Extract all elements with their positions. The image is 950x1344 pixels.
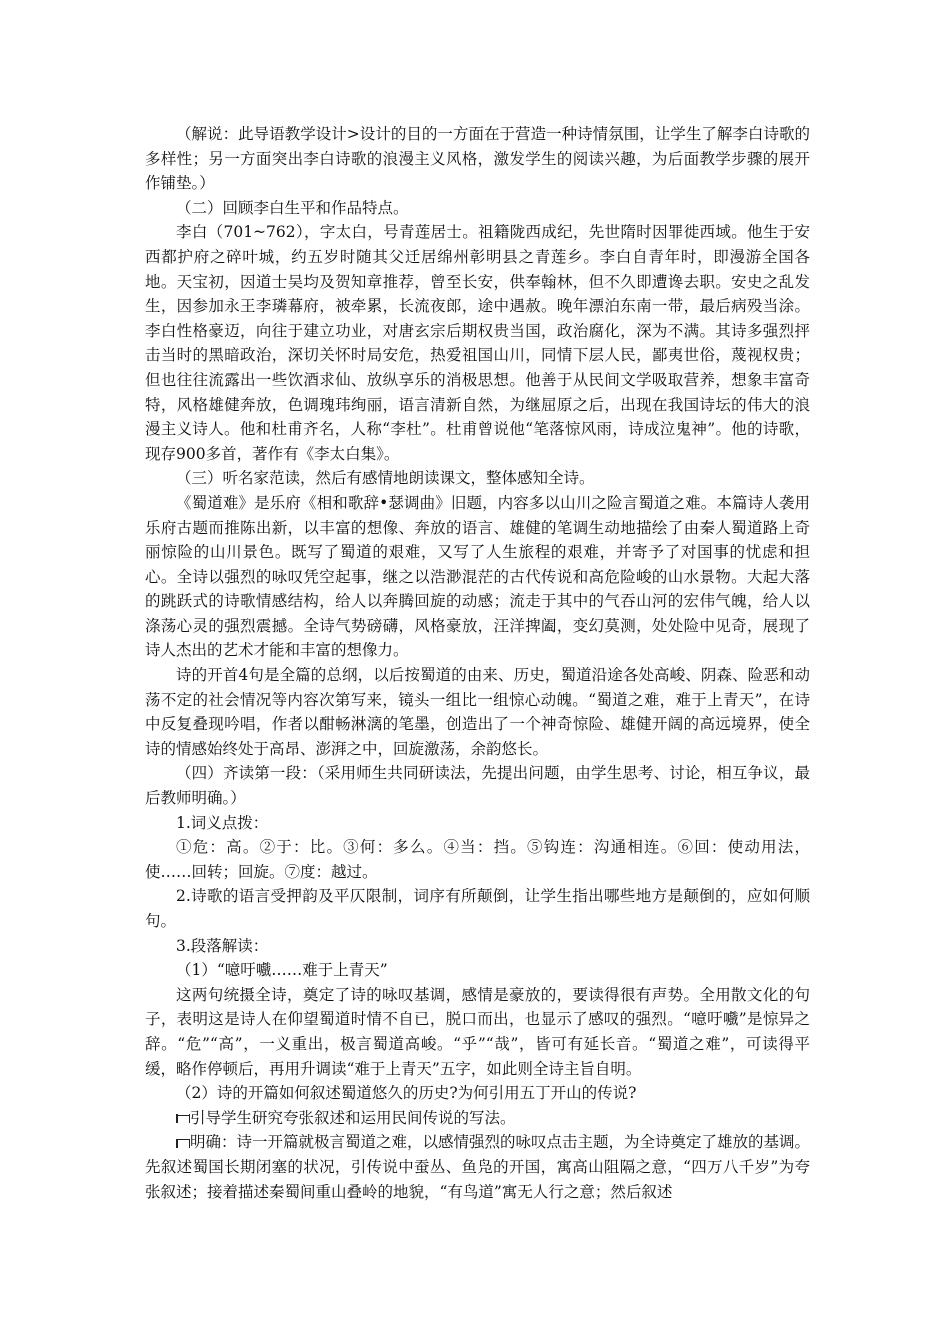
subheading-paragraph-analysis: 3.段落解读： (176, 936, 269, 955)
subheading-analysis-2: （2）诗的开篇如何叙述蜀道悠久的历史?为何引用五丁开山的传说? (176, 1084, 637, 1103)
paragraph-analysis-1: 这两句统摄全诗，奠定了诗的咏叹基调，感情是豪放的，要读得很有声势。全用散文化的句子，表明这是诗人在仰望蜀道时情不自已，脱口而出，也显示了感叹的强烈。“噫吁嚱”是惊异之辞。“危”“高”，一义重出，极言蜀道高峻。“乎”“哉”，皆可有延长音。“蜀道之难”，可读得平缓，略作停顿后，再用升调读“难于上青天”五字，如此则全诗主旨自明。 (145, 985, 810, 1078)
subheading-vocabulary: 1.词义点拨： (176, 813, 269, 832)
subheading-analysis-1: （1）“噫吁嚱……难于上青天” (176, 961, 388, 980)
paragraph-commentary: （解说：此导语教学设计>设计的目的一方面在于营造一种诗情氛围，让学生了解李白诗歌的多样性；另一方面突出李白诗歌的浪漫主义风格，激发学生的阅读兴趣，为后面教学步骤的展开作铺垫。） (145, 125, 810, 193)
section-heading-2: （二）回顾李白生平和作品特点。 (176, 198, 409, 217)
paragraph-guide-text: 引导学生研究夸张叙述和运用民间传说的写法。 (190, 1108, 516, 1127)
paragraph-clarify (145, 1130, 810, 1204)
document-page (145, 122, 810, 1204)
paragraph-li-bai-bio: 李白（701~762），字太白，号青莲居士。祖籍陇西成纪，先世隋时因罪徙西域。他生于安西都护府之碎叶城，约五岁时随其父迁居绵州彰明县之青莲乡。李白自青年时，即漫游全国各地。天宝初，因道士吴均及贺知章推荐，曾至长安，供奉翰林，但不久即遭谗去职。安史之乱发生，因参加永王李璘幕府，被牵累，长流夜郎，途中遇赦。晚年漂泊东南一带，最后病殁当涂。李白性格豪迈，向往于建立功业，对唐玄宗后期权贵当国，政治腐化，深为不满。其诗多强烈抨击当时的黑暗政治，深切关怀时局安危，热爱祖国山川，同情下层人民，鄙夷世俗，蔑视权贵；但也往往流露出一些饮酒求仙、放纵享乐的消极思想。他善于从民间文学吸取营养，想象丰富奇特，风格雄健奔放，色调瑰玮绚丽，语言清新自然，为继屈原之后，出现在我国诗坛的伟大的浪漫主义诗人。他和杜甫齐名，人称“李杜”。杜甫曾说他“笔落惊风雨，诗成泣鬼神”。他的诗歌，现存900多首，著作有《李太白集》。 (145, 223, 810, 463)
paragraph-poem-intro: 《蜀道难》是乐府《相和歌辞•瑟调曲》旧题，内容多以山川之险言蜀道之难。本篇诗人袭用乐府古题而推陈出新，以丰富的想像、奔放的语言、雄健的笔调生动地描绘了由秦人蜀道路上奇丽惊险的山川景色。既写了蜀道的艰难，又写了人生旅程的艰难，并寄予了对国事的忧虑和担心。全诗以强烈的咏叹凭空起事，继之以浩渺混茫的古代传说和高危险峻的山水景物。大起大落的跳跃式的诗歌情感结构，给人以奔腾回旋的动感；流走于其中的气吞山河的宏伟气魄，给人以涤荡心灵的强烈震撼。全诗气势磅礴，风格豪放，汪洋捭阖，变幻莫测，处处险中见奇，展现了诗人杰出的艺术才能和丰富的想像力。 (145, 493, 810, 660)
paragraph-clarify-text: 明确：诗一开篇就极言蜀道之难，以感情强烈的咏叹点击主题，为全诗奠定了雄放的基调。先叙述蜀国长期闭塞的状况，引传说中蚕丛、鱼凫的开国，寓高山阻隔之意，“四万八千岁”为夸张叙述；接着描述秦蜀间重山叠岭的地貌，“有鸟道”寓无人行之意；然后叙述 (145, 1133, 811, 1201)
section-heading-4: （四）齐读第一段：（采用师生共同研读法，先提出问题，由学生思考、讨论，相互争议，最后教师明确。） (145, 764, 810, 808)
bracket-mark-icon (176, 1139, 190, 1150)
paragraph-poem-structure: 诗的开首4句是全篇的总纲，以后按蜀道的由来、历史，蜀道沿途各处高峻、阴森、险恶和动荡不定的社会情况等内容次第写来，镜头一组比一组惊心动魄。“蜀道之难，难于上青天”，在诗中反复叠现吟唱，作者以酣畅淋漓的笔墨，创造出了一个神奇惊险、雄健开阔的高远境界，使全诗的情感始终处于高昂、澎湃之中，回旋激荡，余韵悠长。 (145, 666, 810, 758)
paragraph-vocabulary: ①危：高。②于：比。③何：多么。④当：挡。⑤钩连：沟通相连。⑥回：使动用法，使……回转；回旋。⑦度：越过。 (145, 838, 810, 881)
paragraph-guide (145, 1106, 810, 1131)
bracket-mark-icon (176, 1115, 190, 1126)
paragraph-word-order: 2.诗歌的语言受押韵及平仄限制，词序有所颠倒，让学生指出哪些地方是颠倒的，应如何顺句。 (145, 887, 810, 930)
section-heading-3: （三）听名家范读，然后有感情地朗读课文，整体感知全诗。 (176, 469, 595, 488)
